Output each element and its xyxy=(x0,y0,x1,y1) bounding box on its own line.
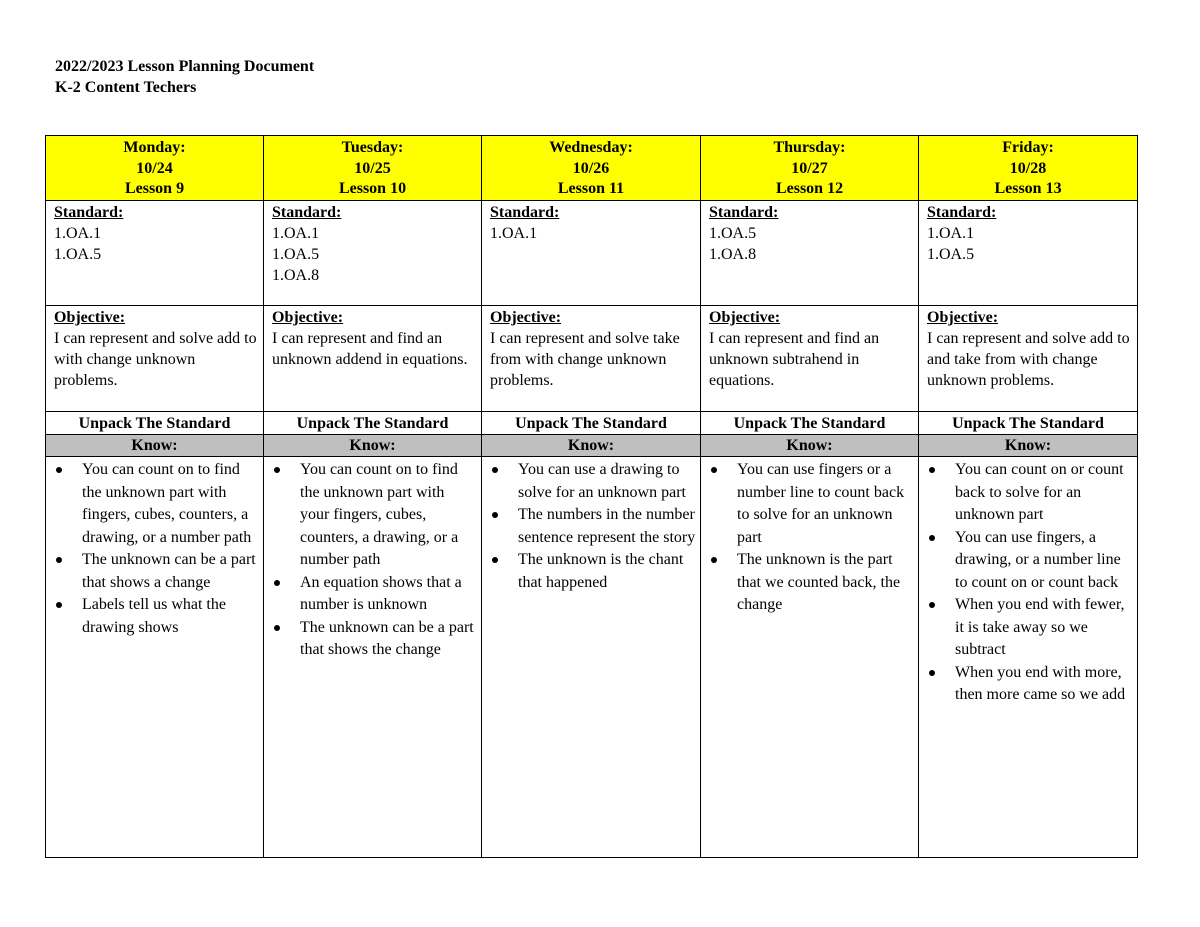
unpack-heading: Unpack The Standard xyxy=(264,412,482,435)
day-name: Monday: xyxy=(123,139,186,156)
list-item xyxy=(54,549,259,594)
bullet-icon xyxy=(492,512,498,518)
know-heading: Know: xyxy=(264,435,482,457)
know-content-row xyxy=(46,457,1138,858)
standard-cell-thursday xyxy=(701,201,919,306)
list-item-text: When you end with fewer, it is take away so we subtract xyxy=(955,596,1125,658)
objective-label: Objective: xyxy=(709,309,781,326)
list-item-text: The numbers in the number sentence represent the story xyxy=(518,506,696,546)
list-item-text: You can use a drawing to solve for an unknown part xyxy=(518,461,686,501)
list-item xyxy=(54,459,259,549)
list-item-text: You can use fingers or a number line to count back to solve for an unknown part xyxy=(737,461,905,546)
standard-code: 1.OA.5 xyxy=(709,225,757,242)
list-item xyxy=(709,459,914,549)
list-item xyxy=(927,662,1133,707)
list-item-text: The unknown is the chant that happened xyxy=(518,551,684,591)
standard-code: 1.OA.5 xyxy=(272,246,320,263)
standard-label: Standard: xyxy=(272,204,342,221)
standard-code: 1.OA.5 xyxy=(54,246,102,263)
standard-label: Standard: xyxy=(54,204,124,221)
standard-code: 1.OA.8 xyxy=(709,246,757,263)
day-header-tuesday xyxy=(264,136,482,201)
document-subtitle: K-2 Content Techers xyxy=(55,79,197,96)
day-date: 10/24 xyxy=(136,159,173,177)
day-date: 10/25 xyxy=(354,159,391,177)
know-list-cell-tuesday xyxy=(264,457,482,858)
list-item xyxy=(927,594,1133,662)
know-list xyxy=(927,459,1133,707)
day-name: Tuesday: xyxy=(341,139,404,156)
standard-cell-monday xyxy=(46,201,264,306)
document-title: 2022/2023 Lesson Planning Document xyxy=(55,58,315,75)
objective-label: Objective: xyxy=(927,309,999,326)
list-item xyxy=(709,549,914,617)
objective-cell-friday xyxy=(919,306,1138,412)
bullet-icon xyxy=(929,670,935,676)
know-heading: Know: xyxy=(701,435,919,457)
list-item-text: The unknown is the part that we counted back, the change xyxy=(737,551,901,613)
day-lesson: Lesson 11 xyxy=(557,180,625,197)
standard-label: Standard: xyxy=(709,204,779,221)
list-item-text: You can count on or count back to solve for an unknown part xyxy=(955,461,1124,523)
objective-cell-monday xyxy=(46,306,264,412)
standard-code: 1.OA.8 xyxy=(272,267,320,284)
list-item xyxy=(272,572,477,617)
bullet-icon xyxy=(492,557,498,563)
document-header xyxy=(55,56,314,98)
objective-text: I can represent and find an unknown addend in equations. xyxy=(272,330,468,368)
list-item-text: When you end with more, then more came so we add xyxy=(955,663,1126,703)
day-date: 10/27 xyxy=(791,159,828,177)
day-date: 10/28 xyxy=(1009,159,1047,177)
list-item-text: The unknown can be a part that shows the change xyxy=(300,618,474,658)
know-list xyxy=(272,459,477,662)
know-list-cell-friday xyxy=(919,457,1138,858)
objective-label: Objective: xyxy=(54,309,126,326)
know-heading: Know: xyxy=(46,435,264,457)
know-list-cell-monday xyxy=(46,457,264,858)
bullet-icon xyxy=(274,467,280,473)
standard-code: 1.OA.1 xyxy=(54,225,102,242)
standard-code: 1.OA.1 xyxy=(490,225,538,242)
know-list-cell-wednesday xyxy=(482,457,701,858)
standard-cell-tuesday xyxy=(264,201,482,306)
list-item-text: You can count on to find the unknown part with fingers, cubes, counters, a drawing, or a number path xyxy=(82,461,252,546)
day-lesson: Lesson 10 xyxy=(338,180,407,197)
objective-text: I can represent and solve add to and take from with change unknown problems. xyxy=(927,330,1130,389)
know-row xyxy=(46,435,1138,457)
know-heading: Know: xyxy=(482,435,701,457)
list-item xyxy=(927,459,1133,527)
day-name: Friday: xyxy=(1002,139,1054,156)
list-item xyxy=(490,549,696,594)
day-date: 10/26 xyxy=(572,159,610,177)
standard-cell-wednesday xyxy=(482,201,701,306)
bullet-icon xyxy=(711,557,717,563)
standard-code: 1.OA.1 xyxy=(272,225,320,242)
day-header-wednesday xyxy=(482,136,701,201)
day-header-thursday xyxy=(701,136,919,201)
list-item-text: You can use fingers, a drawing, or a number line to count on or count back xyxy=(955,528,1121,591)
list-item xyxy=(927,527,1133,595)
list-item-text: Labels tell us what the drawing shows xyxy=(82,596,226,636)
objective-cell-tuesday xyxy=(264,306,482,412)
bullet-icon xyxy=(929,602,935,608)
list-item xyxy=(272,617,477,662)
objective-label: Objective: xyxy=(490,309,562,326)
day-lesson: Lesson 13 xyxy=(994,180,1062,197)
unpack-heading: Unpack The Standard xyxy=(701,412,919,435)
objective-cell-wednesday xyxy=(482,306,701,412)
day-header-friday xyxy=(919,136,1138,201)
unpack-heading: Unpack The Standard xyxy=(46,412,264,435)
bullet-icon xyxy=(929,535,935,541)
day-name: Wednesday: xyxy=(549,139,633,156)
bullet-icon xyxy=(56,557,62,563)
objective-label: Objective: xyxy=(272,309,344,326)
standard-cell-friday xyxy=(919,201,1138,306)
day-name: Thursday: xyxy=(773,139,846,156)
standard-row xyxy=(46,201,1138,306)
objective-text: I can represent and find an unknown subtrahend in equations. xyxy=(709,330,880,389)
know-list-cell-thursday xyxy=(701,457,919,858)
list-item xyxy=(272,459,477,572)
list-item-text: You can count on to find the unknown part with your fingers, cubes, counters, a drawing, or a number path xyxy=(300,461,459,568)
day-lesson: Lesson 12 xyxy=(775,180,844,197)
lesson-plan-table xyxy=(45,135,1138,858)
list-item-text: The unknown can be a part that shows a change xyxy=(82,551,256,591)
bullet-icon xyxy=(711,467,717,473)
objective-text: I can represent and solve add to with change unknown problems. xyxy=(54,330,257,389)
bullet-icon xyxy=(274,625,280,631)
standard-label: Standard: xyxy=(490,204,560,221)
unpack-heading: Unpack The Standard xyxy=(919,412,1138,435)
objective-cell-thursday xyxy=(701,306,919,412)
bullet-icon xyxy=(56,602,62,608)
objective-text: I can represent and solve take from with change unknown problems. xyxy=(490,330,680,389)
unpack-row xyxy=(46,412,1138,435)
standard-code: 1.OA.1 xyxy=(927,225,975,242)
bullet-icon xyxy=(929,467,935,473)
know-list xyxy=(54,459,259,639)
know-list xyxy=(490,459,696,594)
bullet-icon xyxy=(56,467,62,473)
day-lesson: Lesson 9 xyxy=(124,180,185,197)
day-header-monday xyxy=(46,136,264,201)
standard-code: 1.OA.5 xyxy=(927,246,975,263)
know-list xyxy=(709,459,914,617)
unpack-heading: Unpack The Standard xyxy=(482,412,701,435)
bullet-icon xyxy=(274,580,280,586)
list-item-text: An equation shows that a number is unknown xyxy=(300,573,462,613)
list-item xyxy=(490,504,696,549)
objective-row xyxy=(46,306,1138,412)
standard-label: Standard: xyxy=(927,204,997,221)
bullet-icon xyxy=(492,467,498,473)
day-header-row xyxy=(46,136,1138,201)
list-item xyxy=(54,594,259,639)
list-item xyxy=(490,459,696,504)
know-heading: Know: xyxy=(919,435,1138,457)
